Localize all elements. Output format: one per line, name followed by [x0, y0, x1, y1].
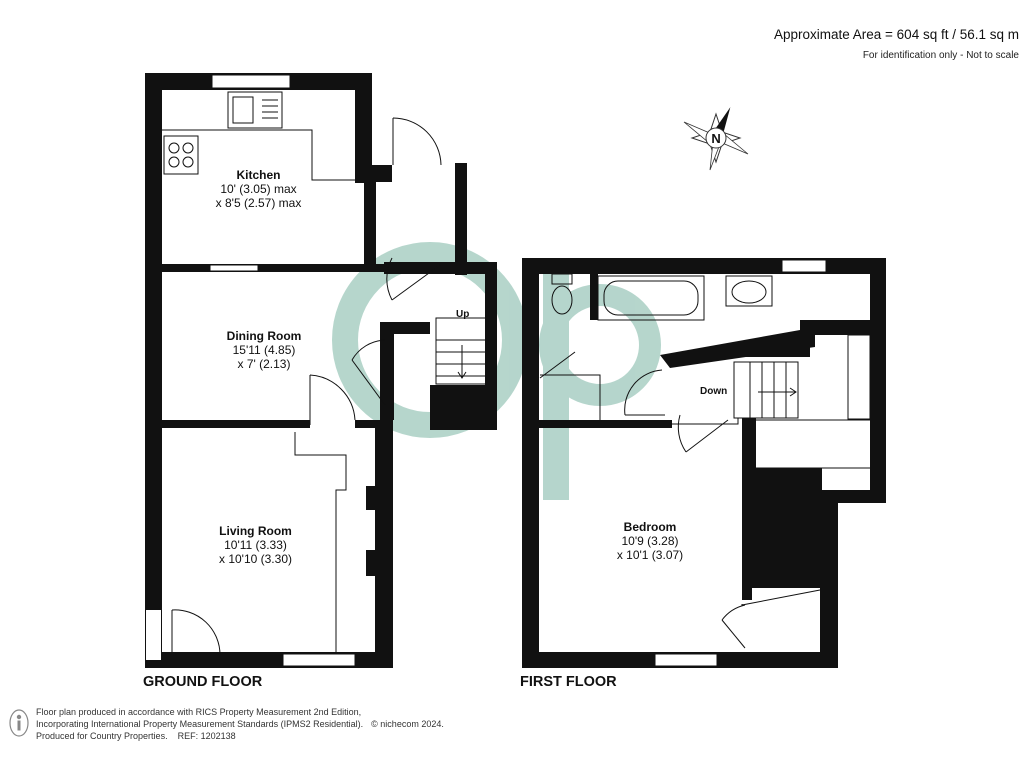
- room-dimension: x 8'5 (2.57) max: [215, 196, 302, 210]
- copyright: © nichecom 2024.: [371, 719, 444, 729]
- room-name: Dining Room: [226, 329, 302, 343]
- room-dimension: 15'11 (4.85): [232, 343, 296, 357]
- ground-floor-title: GROUND FLOOR: [143, 674, 263, 690]
- compass-label: N: [711, 131, 721, 146]
- footer-line-2: Incorporating International Property Measurement Standards (IPMS2 Residential).: [36, 719, 364, 729]
- room-dining: [200, 329, 328, 371]
- footer-line-3: Produced for Country Properties.: [36, 731, 168, 741]
- stairs-up-label: Up: [456, 309, 470, 320]
- room-dimension: 10'9 (3.28): [621, 534, 679, 548]
- identification-note: For identification only - Not to scale: [862, 50, 1019, 61]
- reference-number: REF: 1202138: [177, 731, 236, 741]
- room-dimension: x 10'10 (3.30): [218, 552, 292, 566]
- room-name: Bedroom: [623, 520, 677, 534]
- room-dimension: x 10'1 (3.07): [616, 548, 684, 562]
- room-living: [198, 524, 313, 566]
- room-dimension: 10'11 (3.33): [224, 538, 287, 552]
- person-info-icon: [8, 708, 30, 738]
- room-name: Living Room: [219, 524, 292, 538]
- footer-line-3-wrap: [36, 730, 444, 742]
- room-kitchen: [196, 168, 321, 210]
- footer-line-2-wrap: [36, 718, 444, 730]
- approximate-area: Approximate Area = 604 sq ft / 56.1 sq m: [773, 27, 1019, 42]
- room-dimension: x 7' (2.13): [237, 357, 291, 371]
- footer-line-1: Floor plan produced in accordance with RICS Property Measurement 2nd Edition,: [36, 707, 362, 717]
- room-bedroom: [590, 520, 710, 562]
- stairs-down-label: Down: [700, 386, 728, 397]
- compass-icon: [684, 105, 748, 170]
- room-name: Kitchen: [236, 168, 281, 182]
- footer-disclaimer: [36, 706, 444, 742]
- room-dimension: 10' (3.05) max: [220, 182, 297, 196]
- first-floor-title: FIRST FLOOR: [520, 674, 617, 690]
